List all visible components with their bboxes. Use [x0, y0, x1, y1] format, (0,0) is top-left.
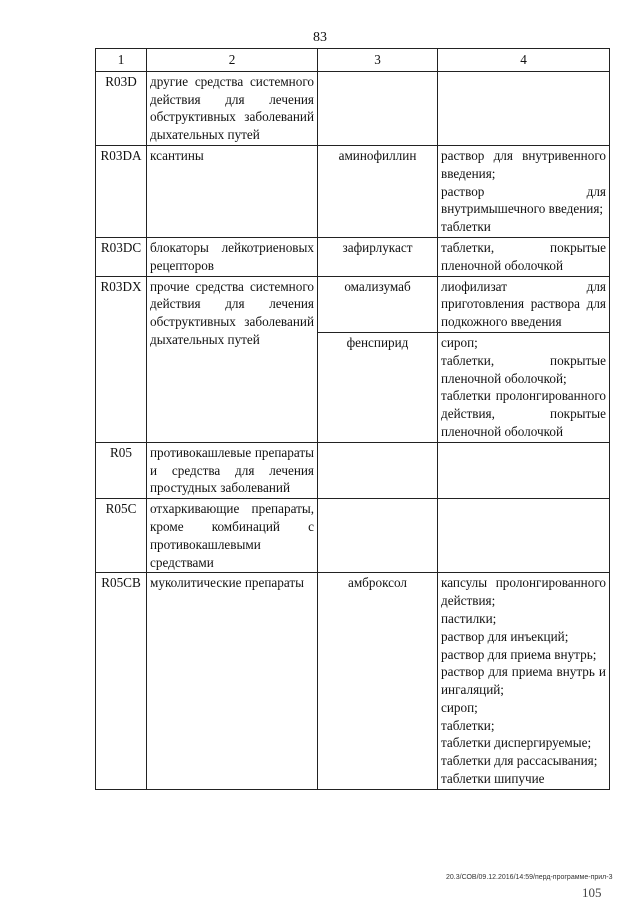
table-row — [96, 145, 610, 237]
atc-code-cell: R05CB — [96, 573, 147, 790]
column-header: 2 — [147, 49, 318, 72]
dosage-form-item: раствор для внутривенного введения; — [441, 147, 606, 181]
atc-code-cell: R03DC — [96, 237, 147, 276]
dosage-form-cell — [438, 145, 610, 237]
atc-code-cell: R05 — [96, 442, 147, 498]
group-name-cell: противокашлевые препараты и средства для лечения простудных заболеваний — [147, 442, 318, 498]
dosage-form-cell — [438, 276, 610, 332]
dosage-form-item: раствор для инъекций; — [441, 628, 569, 644]
dosage-form-cell — [438, 442, 610, 498]
dosage-form-item: сироп; — [441, 334, 478, 350]
drug-classification-table — [95, 48, 610, 790]
table-row — [96, 573, 610, 790]
group-name-cell: отхаркивающие препараты, кроме комбинаций с противокашлевыми средствами — [147, 499, 318, 573]
dosage-form-item: пастилки; — [441, 610, 497, 626]
dosage-form-item: сироп; — [441, 699, 478, 715]
atc-code-cell: R05C — [96, 499, 147, 573]
column-header: 4 — [438, 49, 610, 72]
group-name-cell: прочие средства системного действия для лечения обструктивных заболеваний дыхательных путей — [147, 276, 318, 442]
page-number: 83 — [313, 30, 327, 45]
drug-name-cell: зафирлукаст — [318, 237, 438, 276]
atc-code-cell: R03DX — [96, 276, 147, 442]
table-row — [96, 276, 610, 332]
page-stamp: 105 — [582, 885, 602, 900]
dosage-form-item: таблетки шипучие — [441, 771, 545, 787]
group-name-cell: другие средства системного действия для лечения обструктивных заболеваний дыхательных путей — [147, 71, 318, 145]
dosage-form-cell — [438, 573, 610, 790]
table-row — [96, 442, 610, 498]
dosage-form-item: таблетки, покрытые пленочной оболочкой; — [441, 352, 606, 386]
column-header-row — [96, 49, 610, 72]
dosage-form-item: раствор для внутримышечного введения; — [441, 183, 606, 217]
dosage-form-item: таблетки; — [441, 717, 495, 733]
dosage-form-item: таблетки для рассасывания; — [441, 753, 598, 769]
group-name-cell: ксантины — [147, 145, 318, 237]
table-row — [96, 71, 610, 145]
column-header: 1 — [96, 49, 147, 72]
drug-name-cell — [318, 71, 438, 145]
dosage-form-cell — [438, 499, 610, 573]
table-row — [96, 499, 610, 573]
group-name-cell: муколитические препараты — [147, 573, 318, 790]
column-header: 3 — [318, 49, 438, 72]
dosage-form-item: таблетки пролонгированного действия, покрытые пленочной оболочкой — [441, 388, 606, 439]
atc-code-cell: R03DA — [96, 145, 147, 237]
drug-name-cell — [318, 499, 438, 573]
dosage-form-item: лиофилизат для приготовления раствора для подкожного введения — [441, 278, 606, 330]
drug-name-cell — [318, 442, 438, 498]
dosage-form-item: таблетки, покрытые пленочной оболочкой — [441, 239, 606, 273]
table-row — [96, 237, 610, 276]
drug-name-cell: фенспирид — [318, 332, 438, 442]
dosage-form-item: раствор для приема внутрь и ингаляций; — [441, 664, 606, 698]
drug-name-cell: аминофиллин — [318, 145, 438, 237]
document-footer: 20.3/СОВ/09.12.2016/14:59/перд-программе-прил-3 — [446, 874, 613, 881]
atc-code-cell: R03D — [96, 71, 147, 145]
drug-name-cell: амброксол — [318, 573, 438, 790]
dosage-form-item: раствор для приема внутрь; — [441, 646, 597, 662]
drug-name-cell: омализумаб — [318, 276, 438, 332]
dosage-form-cell — [438, 71, 610, 145]
dosage-form-cell — [438, 332, 610, 442]
dosage-form-cell — [438, 237, 610, 276]
dosage-form-item: капсулы пролонгированного действия; — [441, 575, 606, 609]
group-name-cell: блокаторы лейкотриеновых рецепторов — [147, 237, 318, 276]
dosage-form-item: таблетки диспергируемые; — [441, 735, 592, 751]
dosage-form-item: таблетки — [441, 219, 491, 235]
